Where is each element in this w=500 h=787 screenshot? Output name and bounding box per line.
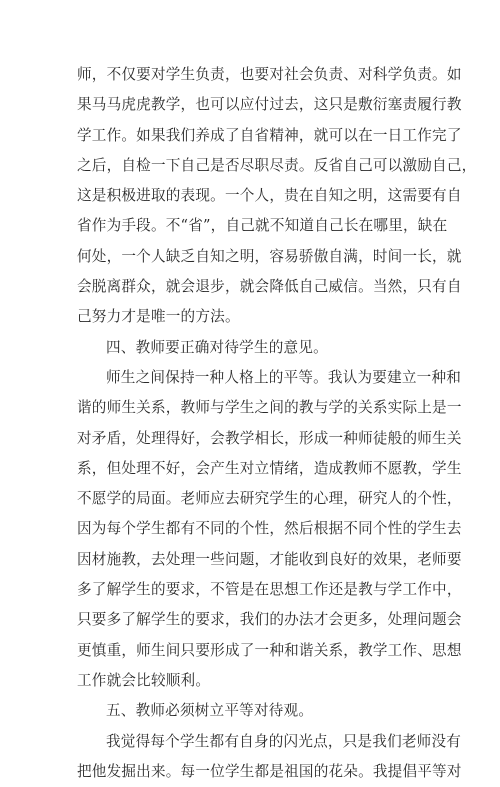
paragraph-line: 对矛盾，处理得好，会教学相长，形成一种师徒般的师生关 xyxy=(77,429,462,447)
paragraph-line: 之后，自检一下自己是否尽职尽责。反省自己可以激励自己， xyxy=(77,156,477,174)
paragraph-line: 不愿学的局面。老师应去研究学生的心理，研究人的个性， xyxy=(77,490,462,508)
paragraph-line: 把他发掘出来。每一位学生都是祖国的花朵。我提倡平等对 xyxy=(77,762,462,780)
paragraph-line: 师生之间保持一种人格上的平等。我认为要建立一种和 xyxy=(106,368,462,386)
paragraph-line: 只要多了解学生的要求，我们的办法才会更多，处理问题会 xyxy=(77,611,462,629)
paragraph-line: 谐的师生关系，教师与学生之间的教与学的关系实际上是一 xyxy=(77,399,462,417)
paragraph-line: 这是积极进取的表现。一个人，贵在自知之明，这需要有自 xyxy=(77,187,462,205)
document-page xyxy=(77,60,477,787)
paragraph-line: 学工作。如果我们养成了自省精神，就可以在一日工作完了 xyxy=(77,126,462,144)
paragraph-line: 省作为手段。不“省”，自己就不知道自己长在哪里，缺在 xyxy=(77,217,448,235)
paragraph-line: 因为每个学生都有不同的个性，然后根据不同个性的学生去 xyxy=(77,520,462,538)
section-heading: 五、教师必须树立平等对待观。 xyxy=(106,702,314,720)
paragraph-line: 己努力才是唯一的方法。 xyxy=(77,308,240,326)
paragraph-line: 工作就会比较顺利。 xyxy=(77,671,211,689)
paragraph-line: 师，不仅要对学生负责，也要对社会负责、对科学负责。如 xyxy=(77,66,462,83)
paragraph-line: 何处，一个人缺乏自知之明，容易骄傲自满，时间一长，就 xyxy=(77,247,462,265)
section-heading: 四、教师要正确对待学生的意见。 xyxy=(106,338,328,356)
paragraph-line: 我觉得每个学生都有自身的闪光点，只是我们老师没有 xyxy=(106,732,462,750)
paragraph-line: 因材施教，去处理一些问题，才能收到良好的效果，老师要 xyxy=(77,550,462,568)
paragraph-line: 更慎重，师生间只要形成了一种和谐关系，教学工作、思想 xyxy=(77,641,462,659)
paragraph-line: 果马马虎虎教学，也可以应付过去，这只是敷衍塞责履行教 xyxy=(77,96,462,114)
paragraph-line: 系，但处理不好，会产生对立情绪，造成教师不愿教，学生 xyxy=(77,459,462,477)
paragraph-line: 会脱离群众，就会退步，就会降低自己威信。当然，只有自 xyxy=(77,278,462,296)
paragraph-line: 多了解学生的要求，不管是在思想工作还是教与学工作中， xyxy=(77,581,462,599)
